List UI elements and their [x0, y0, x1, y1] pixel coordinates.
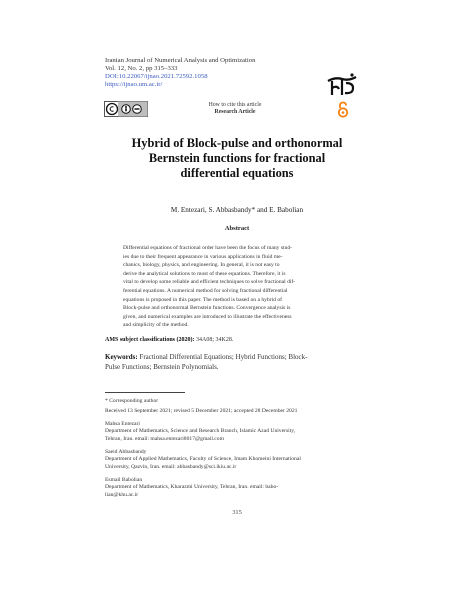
abstract-line: chanics, biology, physics, and engineering. In general, it is not easy to [123, 262, 280, 269]
affiliation-line: Department of Mathematics, Kharazmi University, Tehran, Iran. email: babo- [105, 484, 279, 491]
abstract-line: given, and numerical examples are introduced to illustrate the effectiveness [123, 313, 292, 320]
journal-name: Iranian Journal of Numerical Analysis and Optimization [105, 57, 256, 64]
page-number: 315 [232, 509, 242, 516]
ams-classification [105, 337, 365, 343]
keywords-line: Pulse Functions; Bernstein Polynomials. [105, 363, 219, 371]
affiliation-author: Mahsa Entezari [105, 421, 140, 427]
keywords-line: Fractional Differential Equations; Hybrid Functions; Block- [139, 353, 308, 361]
keywords [105, 352, 367, 372]
author-list: M. Entezari, S. Abbasbandy* and E. Babolian [170, 206, 304, 214]
abstract-line: ferential equations. A numerical method for solving fractional differential [123, 287, 288, 294]
abstract-line: ies due to their frequent appearance in various applications in fluid me- [123, 253, 283, 260]
affiliation-email: lian@khu.ac.ir [105, 491, 139, 498]
abstract-line: Differential equations of fractional order have been the focus of many stud- [123, 245, 293, 251]
journal-url-link[interactable]: https://ijnao.um.ac.ir/ [105, 81, 163, 88]
ams-label: AMS subject classifications (2020): [105, 337, 195, 343]
affiliation-line: Department of Mathematics, Science and Research Branch, Islamic Azad University, [105, 428, 296, 435]
keywords-label: Keywords: [105, 353, 138, 361]
title-line: Hybrid of Block-pulse and orthonormal [131, 136, 343, 150]
open-access-icon [337, 101, 349, 118]
received-dates: Received 13 September 2021; revised 5 December 2021; accepted 28 December 2021 [105, 408, 298, 414]
abstract-heading: Abstract [224, 225, 250, 232]
abstract-line: Block-pulse and orthonormal Bernstein functions. Convergence analysis is [123, 305, 291, 312]
abstract-line: vital to develop some reliable and efficient techniques to solve fractional dif- [123, 279, 296, 286]
article-type: Research Article [214, 109, 256, 115]
cc-license-icon[interactable] [104, 101, 148, 117]
affiliation-babolian [105, 477, 367, 499]
affiliation-entezari [105, 421, 367, 443]
affiliation-email: University, Qazvin, Iran. email: abbasbandy@sci.ikiu.ac.ir [105, 463, 237, 470]
journal-logo-icon [326, 72, 358, 98]
how-to-cite-link[interactable]: How to cite this article [208, 102, 262, 108]
volume-info: Vol. 12, No. 2, pp 315–333 [105, 65, 178, 72]
abstract-line: equations is proposed in this paper. The method is based on a hybrid of [123, 296, 282, 303]
abstract-body [123, 244, 351, 330]
footnote-rule [105, 392, 185, 393]
citation-info [160, 102, 310, 116]
affiliation-abbasbandy [105, 449, 367, 471]
affiliation-email: Tehran, Iran. email: mahsa.entezari8017@gmail.com [105, 435, 224, 442]
paper-title [100, 136, 374, 181]
abstract-line: and simplicity of the method. [123, 322, 189, 329]
affiliation-author: Esmail Babolian [105, 477, 143, 483]
affiliation-author: Saeid Abbasbandy [105, 449, 147, 455]
title-line: Bernstein functions for fractional [148, 151, 326, 165]
affiliation-line: Department of Applied Mathematics, Faculty of Science, Imam Khomeini International [105, 456, 301, 463]
abstract-line: derive the analytical solutions to most of these equations. Therefore, it is [123, 270, 286, 277]
ams-codes: 34A08; 34K28. [196, 337, 234, 343]
title-line: differential equations [180, 166, 294, 180]
corresponding-note: * Corresponding author [105, 398, 159, 404]
doi-link[interactable]: DOI:10.22067/ijnao.2021.72592.1058 [105, 73, 208, 80]
